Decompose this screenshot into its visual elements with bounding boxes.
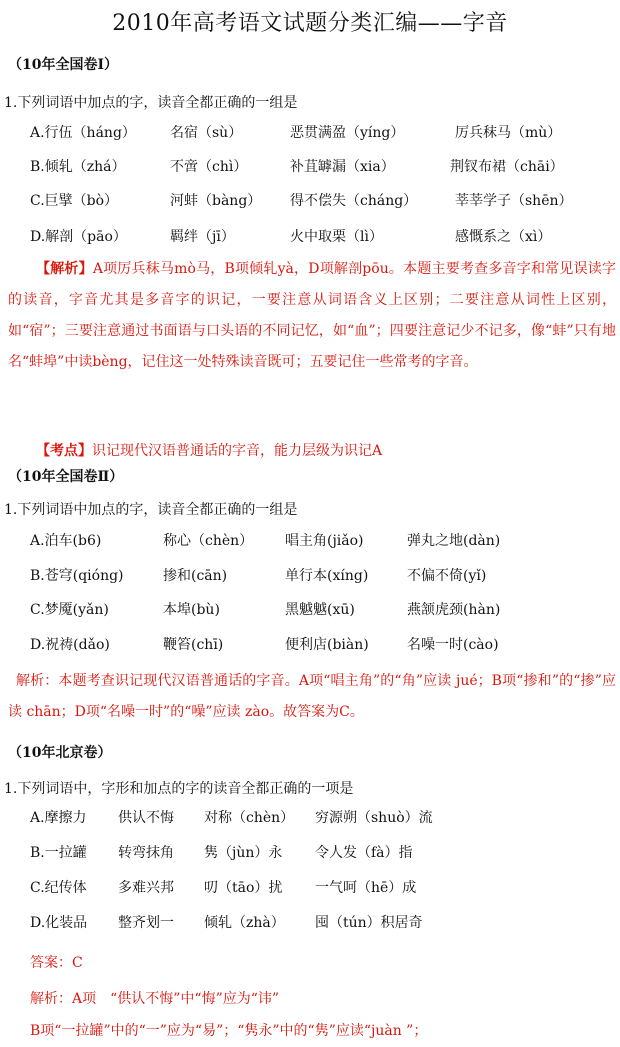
option-item: 厉兵秣马（mù） [455,125,562,141]
page-title: 2010年高考语文试题分类汇编——字音 [112,11,508,36]
option-item: 燕颔虎颈(hàn) [407,602,501,618]
option-item: 称心（chèn） [163,533,254,549]
option-item: A.行伍（háng） [30,125,136,141]
option-item: 叨（tāo）扰 [204,880,283,896]
option-item: B.一拉罐 [30,845,87,861]
option-item: 对称（chèn） [204,810,295,826]
option-item: 弹丸之地(dàn) [407,533,501,549]
option-item: 黑魆魆(xū) [285,602,355,618]
section-heading-beijing: （10年北京卷） [8,745,112,761]
option-item: 倾轧（zhà） [204,915,285,931]
option-item: 唱主角(jiǎo) [285,533,364,549]
option-item: 火中取栗（lì） [290,229,383,245]
analysis-tag: 【解析】 [36,261,93,277]
option-row [0,530,620,552]
option-item: A.泊车(b6) [30,533,102,549]
option-item: 供认不悔 [118,810,174,826]
option-item: 河蚌（bàng） [170,193,262,209]
analysis-paragraph: 解析：本题考查识记现代汉语普通话的字音。A项“唱主角”的“角”应读 jué；B项“掺和”的“掺”应读 chān；D项“名噪一时”的“噪”应读 zào。故答案为C。 [8,673,616,720]
option-item: C.梦魇(yǎn) [30,602,109,618]
option-item: 鞭笞(chī) [163,637,224,653]
option-item: 多难兴邦 [118,880,174,896]
option-item: 莘莘学子（shēn） [455,193,573,209]
option-item: 本埠(bù) [163,602,220,618]
option-row [0,877,620,899]
option-item: 不偏不倚(yǐ) [407,568,487,584]
option-row [0,842,620,864]
option-item: 便利店(biàn) [285,637,369,653]
option-row [0,912,620,934]
option-item: D.解剖（pāo） [30,229,127,245]
option-item: C.纪传体 [30,880,87,896]
question-1: 1.下列词语中加点的字，读音全都正确的一组是 [4,95,298,111]
option-item: 一气呵（hē）成 [315,880,417,896]
option-row [0,226,620,248]
option-item: 穷源朔（shuò）流 [315,810,433,826]
option-item: 恶贯满盈（yíng） [290,125,405,141]
option-row [0,122,620,144]
section-heading-national-2: （10年全国卷Ⅱ） [8,469,124,485]
question-1: 1.下列词语中，字形和加点的字的读音全都正确的一项是 [4,781,354,797]
option-item: 不啻（chì） [170,159,248,175]
point-tag: 【考点】 [36,443,92,459]
option-row [0,807,620,829]
analysis-text: A项厉兵秣马mò马，B项倾轧yà，D项解剖pōu。本题主要考查多音字和常见误读字的读音，字音尤其是多音字的识记，一要注意从词语含义上区别；二要注意从词性上区别，如“宿”；三要注意通过书面语与口头语的不同记忆，如“血”；四要注意记少不记多，像“蚌”只有地名“蚌埠”中读bèng，记住这一处特殊读音既可；五要记住一些常考的字音。 [8,261,616,370]
analysis-paragraph [8,254,616,378]
analysis-line: 解析：A项 “供认不悔”中“悔”应为“讳” [30,991,280,1007]
option-item: 令人发（fà）指 [315,845,413,861]
option-item: A.摩擦力 [30,810,87,826]
analysis-line: B项“一拉罐”中的“一”应为“易”；“隽永”中的“隽”应读“juàn ”； [30,1023,428,1039]
option-row [0,634,620,656]
option-item: B.苍穹(qióng) [30,568,124,584]
section-heading-national-1: （10年全国卷Ⅰ） [8,57,119,73]
option-item: D.化装品 [30,915,88,931]
option-item: D.祝祷(dǎo) [30,637,110,653]
option-item: 整齐划一 [118,915,174,931]
option-item: 单行本(xíng) [285,568,369,584]
option-row [0,599,620,621]
option-item: 囤（tún）积居奇 [315,915,423,931]
option-item: B.倾轧（zhá） [30,159,126,175]
option-item: 转弯抹角 [118,845,174,861]
option-row [0,156,620,178]
option-item: 名宿（sù） [170,125,243,141]
option-item: 感慨系之（xì） [455,229,552,245]
option-item: 名噪一时(cào) [407,637,499,653]
option-item: 掺和(cān) [163,568,228,584]
option-item: 羁绊（jī） [170,229,235,245]
question-1: 1.下列词语中加点的字，读音全都正确的一组是 [4,502,298,518]
option-item: 荆钗布裙（chāi） [450,159,564,175]
option-item: C.巨擘（bò） [30,193,119,209]
point-text: 识记现代汉语普通话的字音，能力层级为识记A [92,443,383,459]
option-item: 补苴罅漏（xia） [290,159,395,175]
option-row [0,565,620,587]
option-item: 得不偿失（cháng） [290,193,418,209]
answer-text: 答案：C [30,955,83,971]
option-item: 隽（jùn）永 [204,845,283,861]
option-row [0,190,620,212]
exam-point [36,440,382,460]
